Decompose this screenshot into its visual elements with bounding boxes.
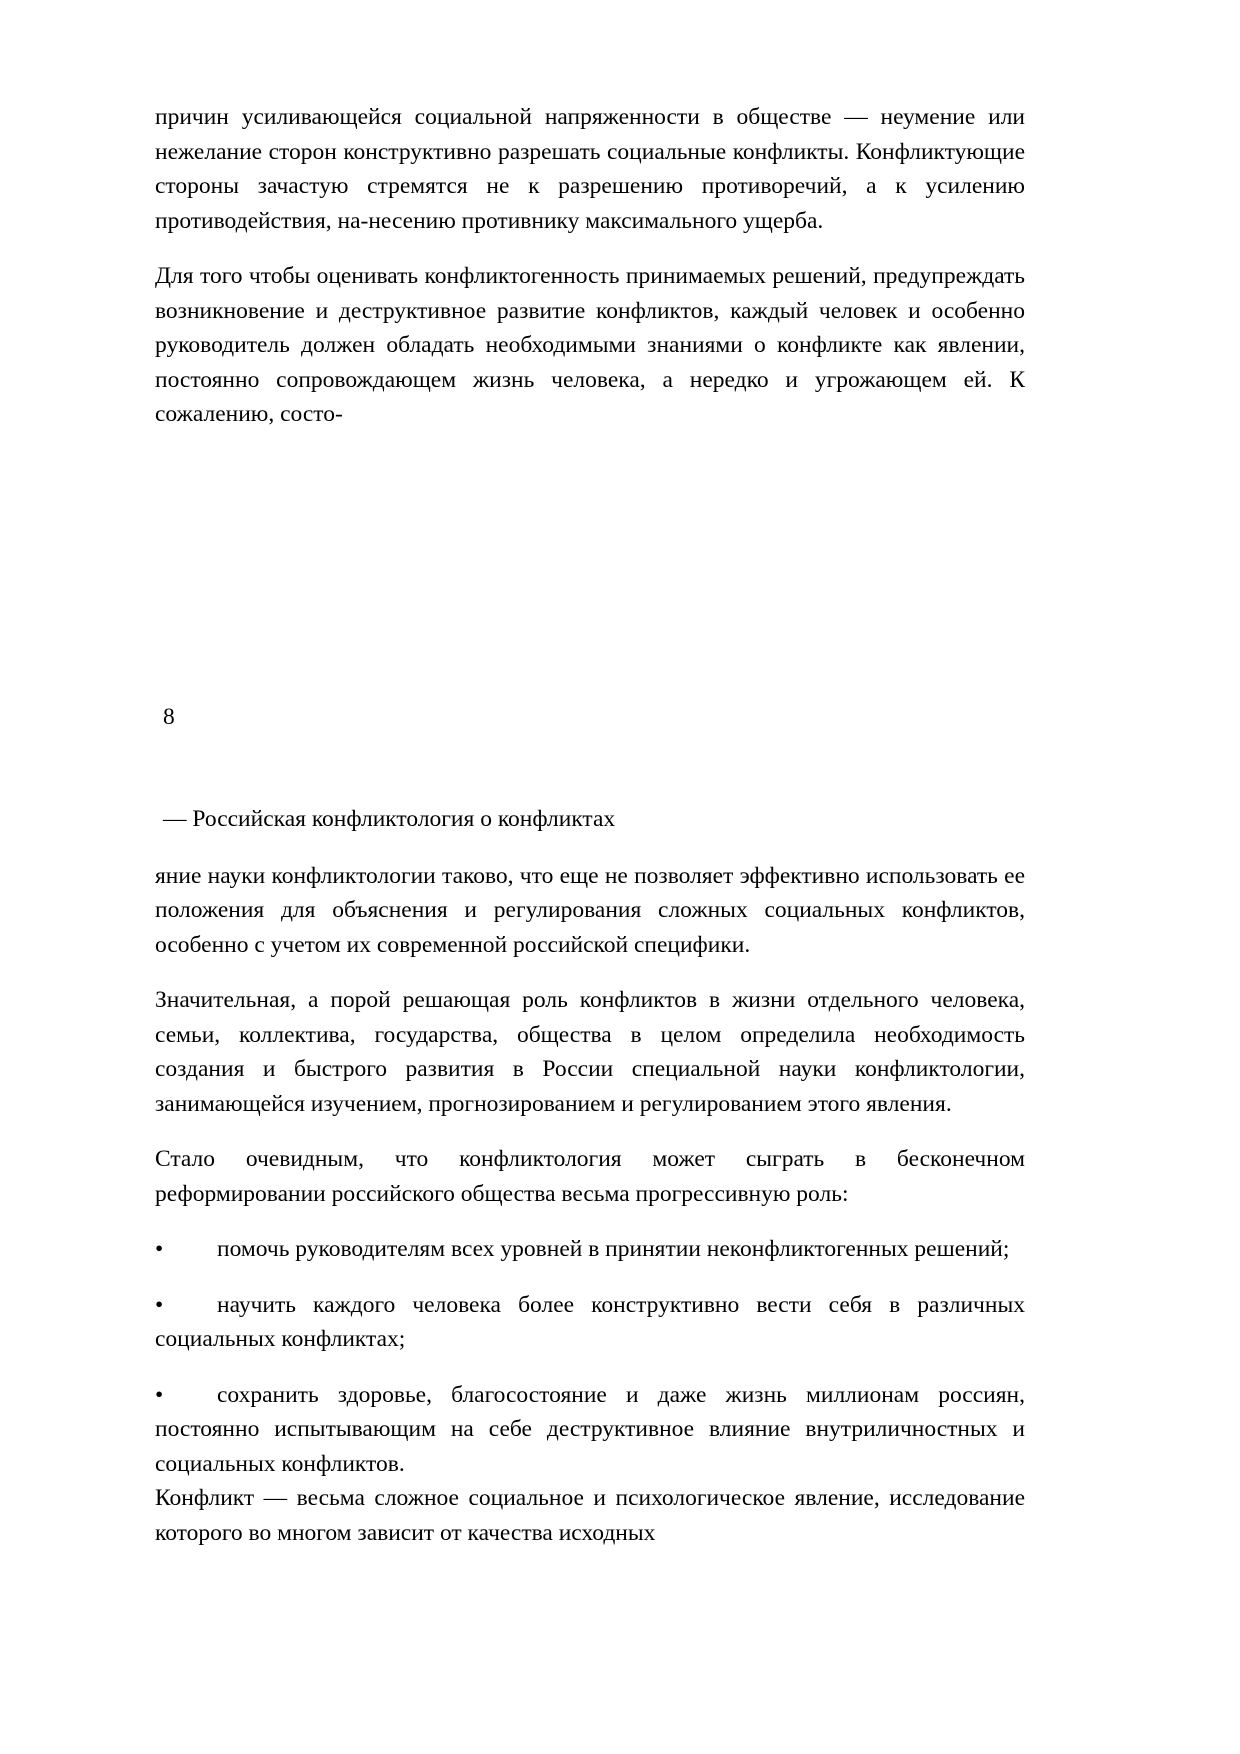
bullet-marker-icon: •: [155, 1236, 164, 1262]
paragraph-1: причин усиливающейся социальной напряженности в обществе — неумение или нежелание сторон конструктивно разрешать социальные конфликты. Конфликтующие стороны зачастую стремятся не к разрешению противоречий, а к усилению противодействия, на-несению противнику максимального ущерба.: [155, 104, 1025, 234]
bullet-marker-icon: •: [155, 1291, 164, 1318]
page-content: [155, 100, 1025, 1590]
blank-area: [155, 432, 1025, 700]
paragraph-5: Стало очевидным, что конфликтология может сыграть в бесконечном реформировании российского общества весьма прогрессивную роль:: [155, 1146, 1025, 1207]
bullet-marker-icon: •: [155, 1381, 164, 1408]
list-item: [155, 1232, 1025, 1267]
list-item: [155, 1378, 1025, 1482]
list-item-text: помочь руководителям всех уровней в принятии неконфликтогенных решений;: [217, 1236, 1010, 1262]
paragraph-3: яние науки конфликтологии таково, что еще не позволяет эффективно использовать ее положения для объяснения и регулирования сложных социальных конфликтов, особенно с учетом их современной российской специфики.: [155, 862, 1025, 958]
list-item: [155, 1288, 1025, 1357]
paragraph-4: Значительная, а порой решающая роль конфликтов в жизни отдельного человека, семьи, коллектива, государства, общества в целом определила необходимость создания и быстрого развития в России специальной науки конфликтологии, занимающейся изучением, прогнозированием и регулированием этого явления.: [155, 987, 1025, 1117]
section-heading: — Российская конфликтология о конфликтах: [163, 806, 616, 832]
paragraph-6: Конфликт — весьма сложное социальное и психологическое явление, исследование которого во многом зависит от качества исходных: [155, 1485, 1025, 1546]
spacer-after-page-number: [155, 734, 1025, 802]
page-number: 8: [163, 703, 175, 730]
paragraph-2: Для того чтобы оценивать конфликтогенность принимаемых решений, предупреждать возникновение и деструктивное развитие конфликтов, каждый человек и особенно руководитель должен обладать необходимыми знаниями о конфликте как явлении, постоянно сопровождающем жизнь человека, а нередко и угрожающем ей. К сожалению, состо-: [155, 263, 1025, 427]
bottom-spacer: [155, 1550, 1025, 1590]
list-item-text: сохранить здоровье, благосостояние и даже жизнь миллионам россиян, постоянно испытывающим на себе деструктивное влияние внутриличностных и социальных конфликтов.: [155, 1381, 1025, 1477]
list-item-text: научить каждого человека более конструктивно вести себя в различных социальных конфликтах;: [155, 1291, 1025, 1352]
